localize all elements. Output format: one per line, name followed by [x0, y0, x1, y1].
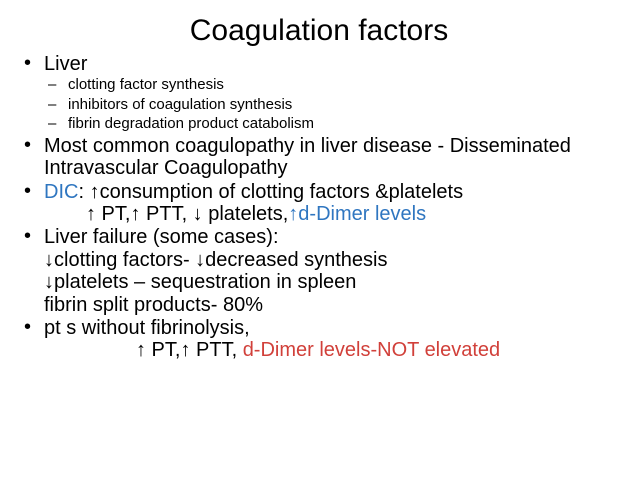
list-item-label: clotting factor synthesis [68, 76, 224, 94]
pts-lab-values [44, 339, 624, 361]
bullet-glyph: • [24, 225, 32, 248]
slide-body [0, 53, 638, 362]
list-item-liver [18, 53, 624, 134]
list-item [44, 75, 624, 95]
dic-label: DIC [44, 180, 79, 203]
list-item [44, 95, 624, 115]
dic-lab-values-black: ↑ PT,↑ PTT, ↓ platelets, [86, 203, 289, 226]
dic-ddimer-blue: ↑d-Dimer levels [288, 203, 427, 226]
list-item-label: fibrin degradation product catabolism [68, 115, 314, 133]
bullet-glyph: • [24, 133, 32, 156]
list-item-dic [18, 181, 624, 226]
list-item-pts-without-fibrinolysis [18, 317, 624, 362]
bullet-glyph: • [24, 179, 32, 202]
liver-failure-line-1: ↓clotting factors- ↓decreased synthesis [44, 248, 388, 271]
list-item-label: Liver [44, 53, 88, 75]
pts-ddimer-red: d-Dimer levels-NOT elevated [242, 339, 501, 362]
dash-glyph: – [48, 76, 57, 94]
dic-line [44, 181, 624, 203]
bullet-list [18, 53, 624, 362]
dic-text: : ↑consumption of clotting factors &platelets [78, 180, 464, 203]
list-item-label: Most common coagulopathy in liver disease - Disseminated Intravascular Coagulopathy [44, 134, 571, 180]
slide [0, 14, 638, 493]
dash-glyph: – [48, 115, 57, 133]
list-item-liver-failure [18, 226, 624, 316]
bullet-glyph: • [24, 316, 32, 339]
bullet-glyph: • [24, 52, 32, 74]
list-item-label: Liver failure (some cases): [44, 226, 279, 249]
page-title: Coagulation factors [189, 14, 449, 47]
liver-failure-line-2: ↓platelets – sequestration in spleen [44, 271, 357, 294]
list-item [44, 114, 624, 134]
dic-lab-values [44, 203, 624, 225]
sub-bullet-list [44, 75, 624, 134]
dash-glyph: – [48, 95, 57, 113]
pts-lab-values-black: ↑ PT,↑ PTT, [136, 339, 243, 362]
liver-failure-line-3: fibrin split products- 80% [44, 293, 263, 316]
list-item-common-coagulopathy [18, 135, 624, 180]
list-item-label: inhibitors of coagulation synthesis [68, 95, 293, 113]
list-item-label: pt s without fibrinolysis, [44, 317, 250, 340]
